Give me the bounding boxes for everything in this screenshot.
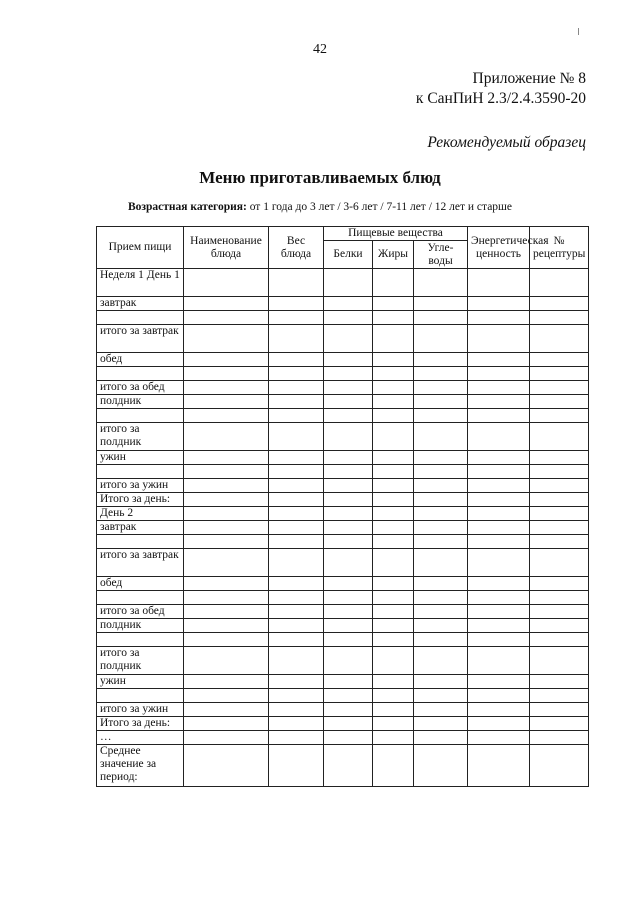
table-row <box>97 507 589 521</box>
empty-cell[interactable] <box>184 535 269 549</box>
empty-cell[interactable] <box>324 731 373 745</box>
meal-cell: итого за обед <box>97 605 184 619</box>
empty-cell[interactable] <box>184 745 269 787</box>
empty-cell[interactable] <box>269 647 324 675</box>
empty-cell[interactable] <box>269 535 324 549</box>
empty-cell[interactable] <box>184 717 269 731</box>
empty-cell[interactable] <box>468 577 530 591</box>
table-row <box>97 605 589 619</box>
empty-cell[interactable] <box>373 535 414 549</box>
empty-cell[interactable] <box>184 549 269 577</box>
empty-cell[interactable] <box>530 703 589 717</box>
empty-cell[interactable] <box>468 703 530 717</box>
header-weight: Вес блюда <box>269 227 324 269</box>
empty-cell[interactable] <box>414 731 468 745</box>
empty-cell[interactable] <box>530 395 589 409</box>
empty-cell[interactable] <box>269 465 324 479</box>
table-row <box>97 717 589 731</box>
empty-cell[interactable] <box>530 605 589 619</box>
meal-cell: итого за завтрак <box>97 549 184 577</box>
empty-cell[interactable] <box>324 647 373 675</box>
table-row <box>97 297 589 311</box>
table-row <box>97 451 589 465</box>
empty-cell[interactable] <box>324 381 373 395</box>
empty-cell[interactable] <box>324 409 373 423</box>
empty-cell[interactable] <box>468 619 530 633</box>
table-row <box>97 493 589 507</box>
meal-cell <box>97 591 184 605</box>
empty-cell[interactable] <box>414 577 468 591</box>
empty-cell[interactable] <box>184 647 269 675</box>
empty-cell[interactable] <box>324 311 373 325</box>
empty-cell[interactable] <box>324 367 373 381</box>
empty-cell[interactable] <box>269 367 324 381</box>
meal-cell <box>97 633 184 647</box>
table-row <box>97 395 589 409</box>
empty-cell[interactable] <box>184 479 269 493</box>
menu-table <box>96 226 589 787</box>
empty-cell[interactable] <box>414 549 468 577</box>
empty-cell[interactable] <box>373 269 414 297</box>
empty-cell[interactable] <box>414 633 468 647</box>
empty-cell[interactable] <box>530 647 589 675</box>
scan-mark <box>578 28 579 35</box>
meal-cell <box>97 409 184 423</box>
empty-cell[interactable] <box>468 591 530 605</box>
meal-cell: итого за ужин <box>97 703 184 717</box>
empty-cell[interactable] <box>373 689 414 703</box>
meal-cell: Итого за день: <box>97 493 184 507</box>
header-recipe: № рецептуры <box>530 227 589 269</box>
empty-cell[interactable] <box>324 423 373 451</box>
empty-cell[interactable] <box>184 325 269 353</box>
empty-cell[interactable] <box>324 465 373 479</box>
empty-cell[interactable] <box>373 549 414 577</box>
empty-cell[interactable] <box>530 731 589 745</box>
empty-cell[interactable] <box>414 423 468 451</box>
empty-cell[interactable] <box>468 633 530 647</box>
header-meal: Прием пищи <box>97 227 184 269</box>
empty-cell[interactable] <box>373 451 414 465</box>
empty-cell[interactable] <box>468 409 530 423</box>
empty-cell[interactable] <box>414 325 468 353</box>
empty-cell[interactable] <box>184 465 269 479</box>
empty-cell[interactable] <box>373 353 414 367</box>
empty-cell[interactable] <box>468 353 530 367</box>
table-row <box>97 731 589 745</box>
empty-cell[interactable] <box>414 591 468 605</box>
empty-cell[interactable] <box>324 605 373 619</box>
table-row <box>97 535 589 549</box>
empty-cell[interactable] <box>414 535 468 549</box>
empty-cell[interactable] <box>468 507 530 521</box>
empty-cell[interactable] <box>184 353 269 367</box>
empty-cell[interactable] <box>269 549 324 577</box>
empty-cell[interactable] <box>373 731 414 745</box>
empty-cell[interactable] <box>414 395 468 409</box>
empty-cell[interactable] <box>269 451 324 465</box>
table-row <box>97 591 589 605</box>
meal-cell: итого за обед <box>97 381 184 395</box>
empty-cell[interactable] <box>468 395 530 409</box>
meal-cell: итого за полдник <box>97 423 184 451</box>
empty-cell[interactable] <box>530 535 589 549</box>
menu-table-body <box>97 269 589 787</box>
empty-cell[interactable] <box>373 395 414 409</box>
empty-cell[interactable] <box>414 493 468 507</box>
sample-label: Рекомендуемый образец <box>427 134 586 151</box>
empty-cell[interactable] <box>324 353 373 367</box>
age-category-value: от 1 года до 3 лет / 3-6 лет / 7-11 лет / 12 лет и старше <box>249 201 513 213</box>
empty-cell[interactable] <box>414 479 468 493</box>
empty-cell[interactable] <box>414 745 468 787</box>
empty-cell[interactable] <box>373 647 414 675</box>
empty-cell[interactable] <box>468 493 530 507</box>
empty-cell[interactable] <box>324 451 373 465</box>
empty-cell[interactable] <box>373 465 414 479</box>
table-row <box>97 325 589 353</box>
empty-cell[interactable] <box>373 297 414 311</box>
empty-cell[interactable] <box>530 325 589 353</box>
empty-cell[interactable] <box>324 493 373 507</box>
empty-cell[interactable] <box>530 521 589 535</box>
meal-cell <box>97 535 184 549</box>
meal-cell: Неделя 1 День 1 <box>97 269 184 297</box>
empty-cell[interactable] <box>414 619 468 633</box>
meal-cell: обед <box>97 353 184 367</box>
empty-cell[interactable] <box>530 367 589 381</box>
empty-cell[interactable] <box>468 479 530 493</box>
empty-cell[interactable] <box>269 605 324 619</box>
meal-cell <box>97 367 184 381</box>
empty-cell[interactable] <box>530 689 589 703</box>
empty-cell[interactable] <box>269 423 324 451</box>
empty-cell[interactable] <box>373 521 414 535</box>
empty-cell[interactable] <box>269 507 324 521</box>
empty-cell[interactable] <box>324 703 373 717</box>
table-row <box>97 353 589 367</box>
empty-cell[interactable] <box>530 549 589 577</box>
empty-cell[interactable] <box>414 689 468 703</box>
empty-cell[interactable] <box>530 717 589 731</box>
empty-cell[interactable] <box>530 311 589 325</box>
meal-cell: завтрак <box>97 521 184 535</box>
empty-cell[interactable] <box>373 745 414 787</box>
empty-cell[interactable] <box>269 521 324 535</box>
table-row <box>97 577 589 591</box>
empty-cell[interactable] <box>184 619 269 633</box>
empty-cell[interactable] <box>414 521 468 535</box>
empty-cell[interactable] <box>269 381 324 395</box>
empty-cell[interactable] <box>414 311 468 325</box>
table-row <box>97 479 589 493</box>
empty-cell[interactable] <box>530 479 589 493</box>
empty-cell[interactable] <box>468 731 530 745</box>
empty-cell[interactable] <box>373 703 414 717</box>
table-row <box>97 647 589 675</box>
page-number: 42 <box>313 42 327 57</box>
empty-cell[interactable] <box>530 493 589 507</box>
empty-cell[interactable] <box>184 409 269 423</box>
empty-cell[interactable] <box>530 577 589 591</box>
empty-cell[interactable] <box>184 381 269 395</box>
empty-cell[interactable] <box>468 605 530 619</box>
age-category-label: Возрастная категория: <box>127 201 247 213</box>
empty-cell[interactable] <box>468 297 530 311</box>
empty-cell[interactable] <box>324 521 373 535</box>
meal-cell <box>97 689 184 703</box>
empty-cell[interactable] <box>373 577 414 591</box>
empty-cell[interactable] <box>184 269 269 297</box>
empty-cell[interactable] <box>269 493 324 507</box>
empty-cell[interactable] <box>468 717 530 731</box>
meal-cell: итого за полдник <box>97 647 184 675</box>
empty-cell[interactable] <box>324 675 373 689</box>
empty-cell[interactable] <box>414 451 468 465</box>
empty-cell[interactable] <box>468 675 530 689</box>
empty-cell[interactable] <box>373 423 414 451</box>
empty-cell[interactable] <box>324 479 373 493</box>
empty-cell[interactable] <box>414 409 468 423</box>
empty-cell[interactable] <box>324 591 373 605</box>
table-row <box>97 311 589 325</box>
empty-cell[interactable] <box>324 745 373 787</box>
empty-cell[interactable] <box>184 675 269 689</box>
empty-cell[interactable] <box>269 297 324 311</box>
empty-cell[interactable] <box>414 675 468 689</box>
empty-cell[interactable] <box>184 605 269 619</box>
empty-cell[interactable] <box>373 675 414 689</box>
meal-cell: ужин <box>97 451 184 465</box>
empty-cell[interactable] <box>324 689 373 703</box>
table-row <box>97 549 589 577</box>
empty-cell[interactable] <box>324 507 373 521</box>
empty-cell[interactable] <box>184 311 269 325</box>
empty-cell[interactable] <box>414 507 468 521</box>
empty-cell[interactable] <box>414 717 468 731</box>
empty-cell[interactable] <box>269 269 324 297</box>
meal-cell: завтрак <box>97 297 184 311</box>
empty-cell[interactable] <box>373 591 414 605</box>
empty-cell[interactable] <box>269 409 324 423</box>
meal-cell: полдник <box>97 619 184 633</box>
empty-cell[interactable] <box>184 395 269 409</box>
empty-cell[interactable] <box>530 745 589 787</box>
empty-cell[interactable] <box>324 325 373 353</box>
empty-cell[interactable] <box>468 535 530 549</box>
page-title: Меню приготавливаемых блюд <box>199 168 441 187</box>
empty-cell[interactable] <box>324 549 373 577</box>
empty-cell[interactable] <box>414 269 468 297</box>
empty-cell[interactable] <box>468 311 530 325</box>
empty-cell[interactable] <box>324 577 373 591</box>
empty-cell[interactable] <box>414 605 468 619</box>
empty-cell[interactable] <box>468 549 530 577</box>
empty-cell[interactable] <box>414 297 468 311</box>
empty-cell[interactable] <box>184 521 269 535</box>
empty-cell[interactable] <box>530 381 589 395</box>
empty-cell[interactable] <box>269 591 324 605</box>
table-row <box>97 521 589 535</box>
empty-cell[interactable] <box>468 647 530 675</box>
table-row <box>97 409 589 423</box>
meal-cell: ужин <box>97 675 184 689</box>
empty-cell[interactable] <box>184 689 269 703</box>
table-row <box>97 689 589 703</box>
table-row <box>97 703 589 717</box>
empty-cell[interactable] <box>184 633 269 647</box>
empty-cell[interactable] <box>373 619 414 633</box>
empty-cell[interactable] <box>184 507 269 521</box>
appendix-label: Приложение № 8 <box>472 70 586 87</box>
empty-cell[interactable] <box>468 451 530 465</box>
meal-cell <box>97 311 184 325</box>
empty-cell[interactable] <box>530 619 589 633</box>
meal-cell: обед <box>97 577 184 591</box>
empty-cell[interactable] <box>373 479 414 493</box>
header-energy: Энергетическая ценность <box>468 227 530 269</box>
empty-cell[interactable] <box>530 423 589 451</box>
empty-cell[interactable] <box>373 633 414 647</box>
empty-cell[interactable] <box>269 633 324 647</box>
empty-cell[interactable] <box>184 731 269 745</box>
empty-cell[interactable] <box>184 577 269 591</box>
regulation-reference: к СанПиН 2.3/2.4.3590-20 <box>415 90 586 107</box>
empty-cell[interactable] <box>373 605 414 619</box>
empty-cell[interactable] <box>184 703 269 717</box>
meal-cell: День 2 <box>97 507 184 521</box>
empty-cell[interactable] <box>468 325 530 353</box>
empty-cell[interactable] <box>530 465 589 479</box>
empty-cell[interactable] <box>324 717 373 731</box>
empty-cell[interactable] <box>373 493 414 507</box>
empty-cell[interactable] <box>269 395 324 409</box>
empty-cell[interactable] <box>373 409 414 423</box>
empty-cell[interactable] <box>414 465 468 479</box>
table-row <box>97 465 589 479</box>
empty-cell[interactable] <box>468 423 530 451</box>
meal-cell <box>97 465 184 479</box>
empty-cell[interactable] <box>468 521 530 535</box>
empty-cell[interactable] <box>184 423 269 451</box>
empty-cell[interactable] <box>373 311 414 325</box>
meal-cell: итого за завтрак <box>97 325 184 353</box>
table-row <box>97 633 589 647</box>
header-protein: Белки <box>324 241 373 269</box>
empty-cell[interactable] <box>269 479 324 493</box>
empty-cell[interactable] <box>373 507 414 521</box>
table-row <box>97 745 589 787</box>
empty-cell[interactable] <box>468 745 530 787</box>
empty-cell[interactable] <box>269 689 324 703</box>
empty-cell[interactable] <box>324 269 373 297</box>
header-dish-name: Наименование блюда <box>184 227 269 269</box>
empty-cell[interactable] <box>184 297 269 311</box>
table-row <box>97 675 589 689</box>
empty-cell[interactable] <box>468 689 530 703</box>
empty-cell[interactable] <box>373 367 414 381</box>
table-row <box>97 619 589 633</box>
empty-cell[interactable] <box>530 591 589 605</box>
empty-cell[interactable] <box>269 703 324 717</box>
empty-cell[interactable] <box>468 381 530 395</box>
empty-cell[interactable] <box>324 297 373 311</box>
meal-cell: итого за ужин <box>97 479 184 493</box>
empty-cell[interactable] <box>530 409 589 423</box>
empty-cell[interactable] <box>184 451 269 465</box>
empty-cell[interactable] <box>468 367 530 381</box>
empty-cell[interactable] <box>269 675 324 689</box>
empty-cell[interactable] <box>414 353 468 367</box>
empty-cell[interactable] <box>468 465 530 479</box>
empty-cell[interactable] <box>414 381 468 395</box>
empty-cell[interactable] <box>324 395 373 409</box>
empty-cell[interactable] <box>184 493 269 507</box>
empty-cell[interactable] <box>269 311 324 325</box>
meal-cell: Среднее значение за период: <box>97 745 184 787</box>
empty-cell[interactable] <box>530 633 589 647</box>
meal-cell: … <box>97 731 184 745</box>
header-fat: Жиры <box>373 241 414 269</box>
empty-cell[interactable] <box>184 367 269 381</box>
empty-cell[interactable] <box>269 325 324 353</box>
empty-cell[interactable] <box>373 381 414 395</box>
empty-cell[interactable] <box>468 269 530 297</box>
table-row <box>97 381 589 395</box>
empty-cell[interactable] <box>530 297 589 311</box>
empty-cell[interactable] <box>373 325 414 353</box>
table-row <box>97 367 589 381</box>
empty-cell[interactable] <box>414 647 468 675</box>
header-carbs: Угле-воды <box>414 241 468 269</box>
empty-cell[interactable] <box>530 675 589 689</box>
empty-cell[interactable] <box>324 535 373 549</box>
empty-cell[interactable] <box>184 591 269 605</box>
empty-cell[interactable] <box>373 717 414 731</box>
header-nutrients: Пищевые вещества <box>324 227 468 241</box>
empty-cell[interactable] <box>414 367 468 381</box>
empty-cell[interactable] <box>269 717 324 731</box>
empty-cell[interactable] <box>530 353 589 367</box>
empty-cell[interactable] <box>414 703 468 717</box>
empty-cell[interactable] <box>269 745 324 787</box>
table-row <box>97 269 589 297</box>
empty-cell[interactable] <box>269 619 324 633</box>
meal-cell: полдник <box>97 395 184 409</box>
meal-cell: Итого за день: <box>97 717 184 731</box>
empty-cell[interactable] <box>324 619 373 633</box>
empty-cell[interactable] <box>324 633 373 647</box>
empty-cell[interactable] <box>269 577 324 591</box>
empty-cell[interactable] <box>269 731 324 745</box>
empty-cell[interactable] <box>530 451 589 465</box>
table-row <box>97 423 589 451</box>
empty-cell[interactable] <box>530 269 589 297</box>
empty-cell[interactable] <box>269 353 324 367</box>
age-category <box>0 201 640 213</box>
empty-cell[interactable] <box>530 507 589 521</box>
